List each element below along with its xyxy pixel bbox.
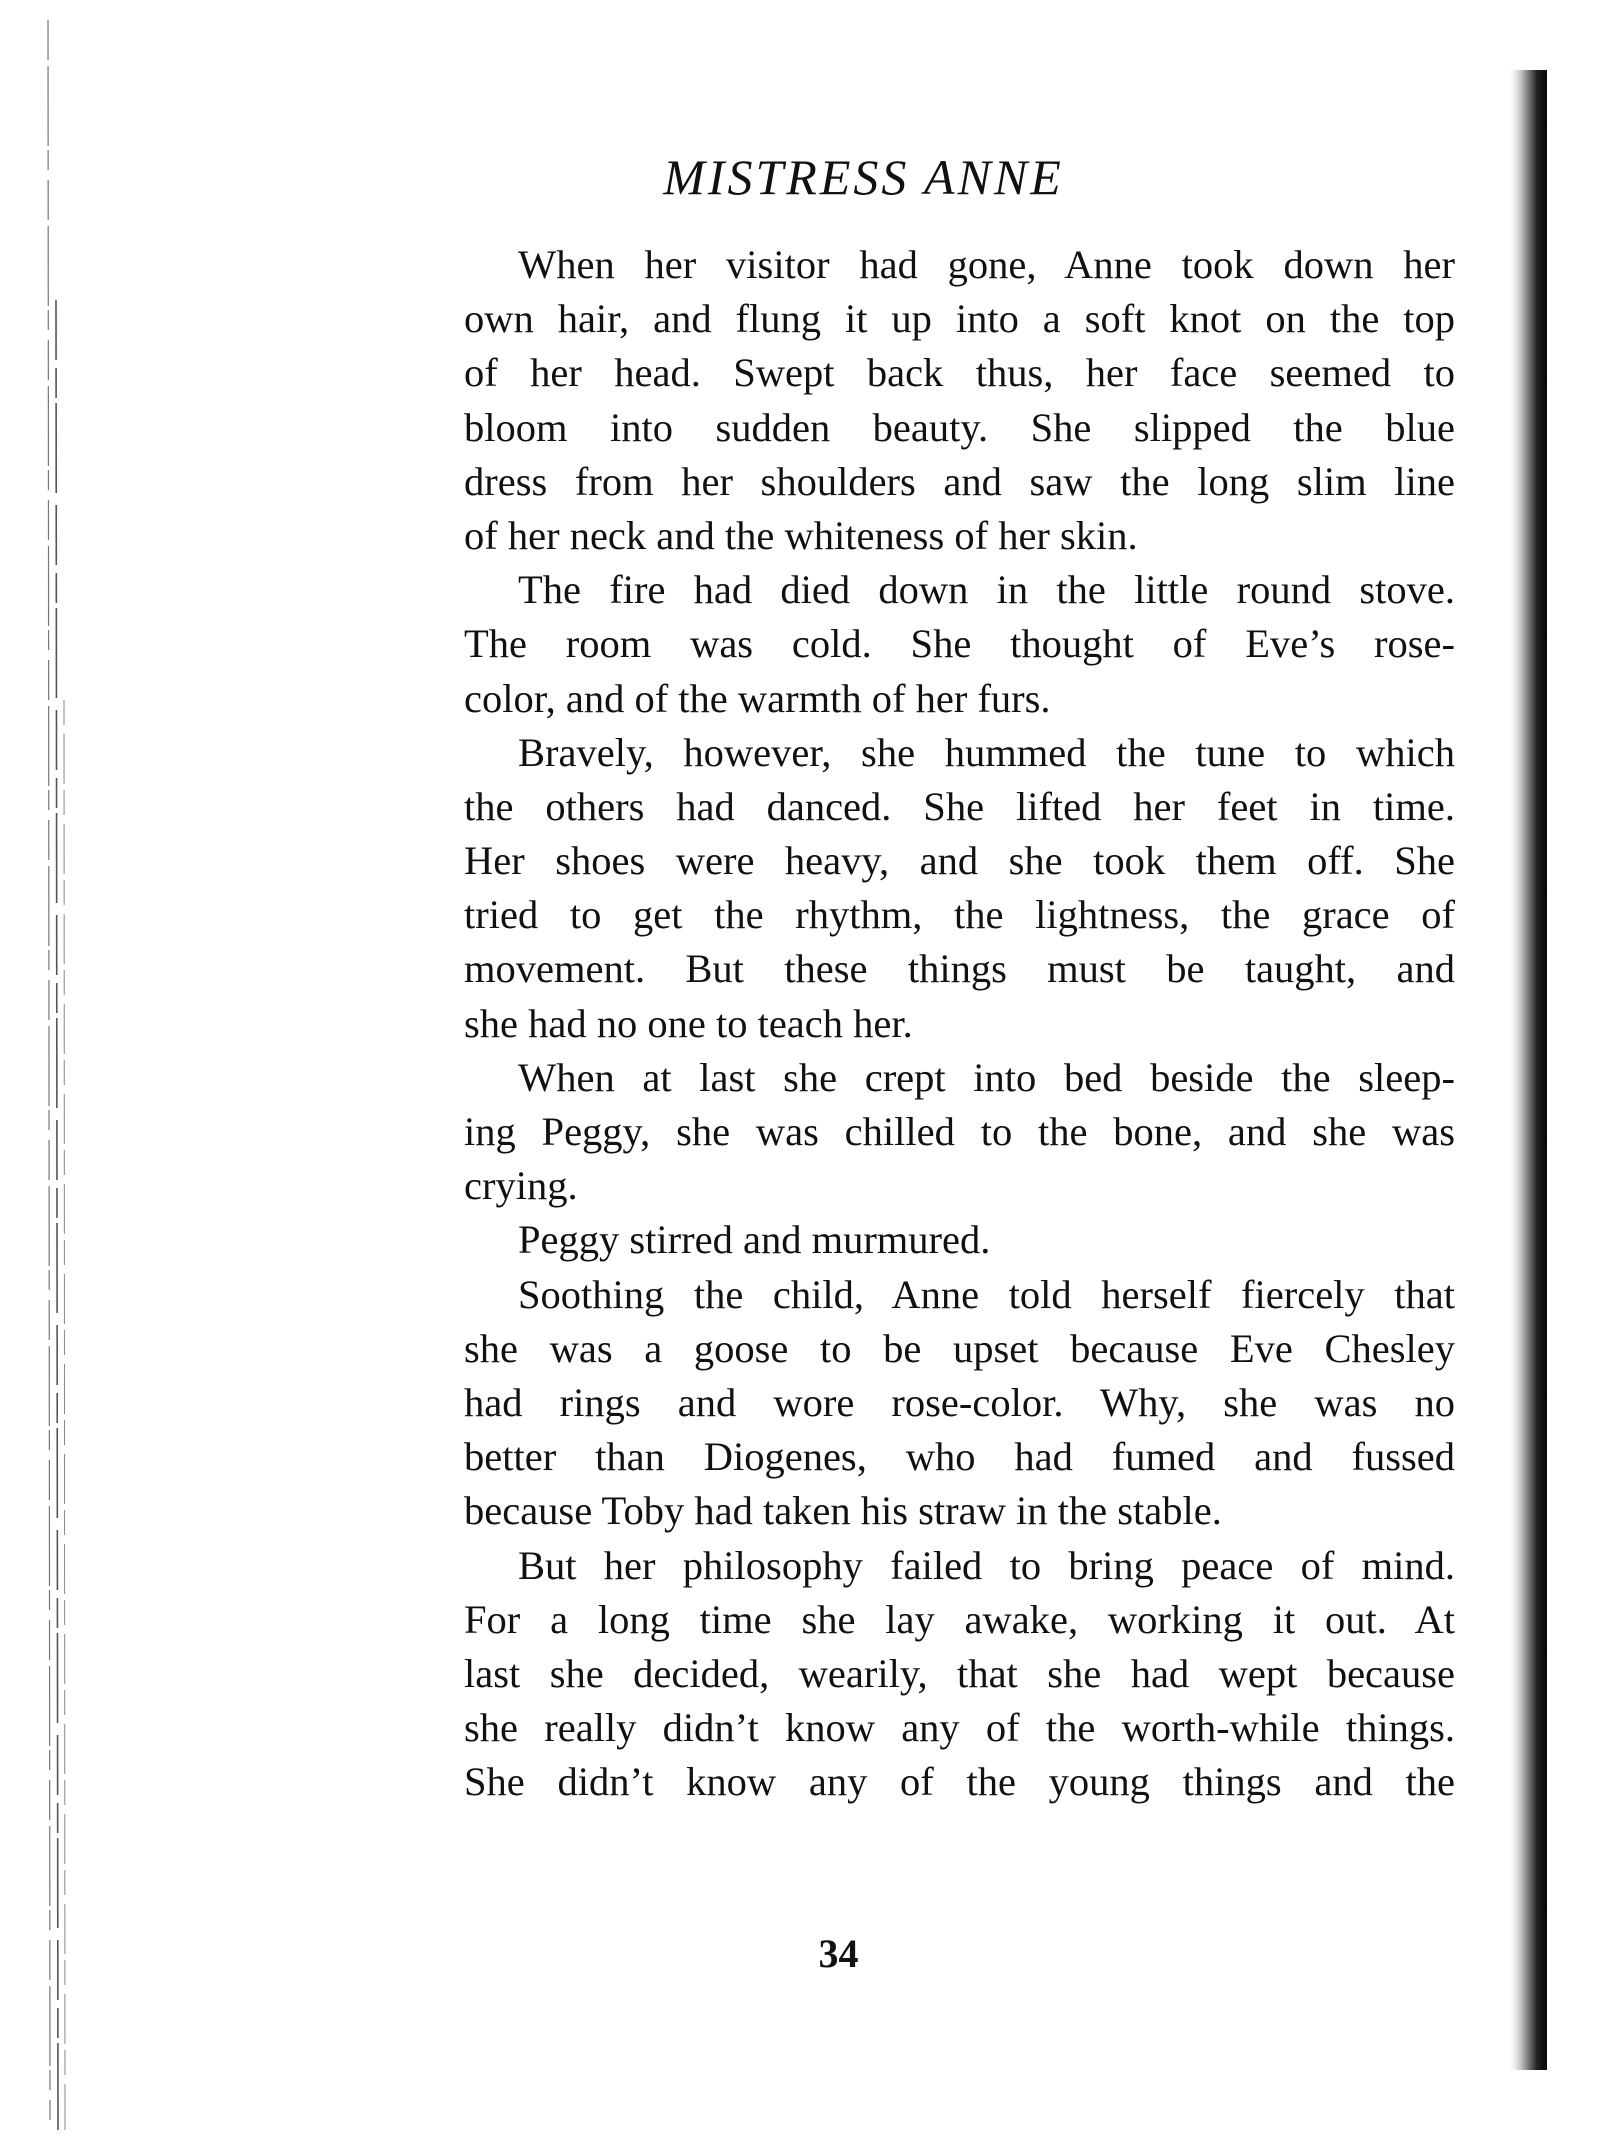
text-line: she really didn’t know any of the worth-while things. <box>464 1705 1455 1751</box>
text-line: The fire had died down in the little round stove. <box>518 567 1455 613</box>
paragraph <box>410 1213 1455 1267</box>
text-line: When at last she crept into bed beside the sleep- <box>518 1054 1455 1100</box>
text-line: she had no one to teach her. <box>464 1000 913 1046</box>
paragraph <box>410 1539 1455 1810</box>
text-line: last she decided, wearily, that she had wept because <box>464 1650 1455 1696</box>
text-line: ing Peggy, she was chilled to the bone, and she was <box>464 1109 1455 1154</box>
page-gutter-edge <box>38 0 78 2144</box>
text-line: better than Diogenes, who had fumed and fussed <box>464 1434 1455 1480</box>
text-line: But her philosophy failed to bring peace of mind. <box>518 1542 1455 1588</box>
text-line: movement. But these things must be taught, and <box>464 946 1455 992</box>
text-line: the others had danced. She lifted her feet in time. <box>464 783 1455 829</box>
paragraph <box>410 563 1455 726</box>
paragraph <box>410 1051 1455 1214</box>
text-line: Soothing the child, Anne told herself fiercely that <box>518 1271 1455 1317</box>
text-line: because Toby had taken his straw in the stable. <box>464 1488 1222 1534</box>
text-line: Bravely, however, she hummed the tune to which <box>518 729 1455 775</box>
paragraph <box>410 1268 1455 1539</box>
text-line: She didn’t know any of the young things and the <box>464 1759 1455 1805</box>
text-line: crying. <box>464 1163 578 1209</box>
text-line: of her head. Swept back thus, her face seemed to <box>464 350 1455 396</box>
text-line: color, and of the warmth of her furs. <box>464 675 1051 721</box>
text-line: own hair, and flung it up into a soft knot on the top <box>464 296 1455 342</box>
page-number: 34 <box>818 1931 859 1976</box>
text-line: Her shoes were heavy, and she took them off. She <box>464 838 1455 884</box>
page-fore-edge-shadow <box>1507 70 1547 2070</box>
text-line: When her visitor had gone, Anne took down her <box>518 242 1455 287</box>
paragraph <box>410 726 1455 1051</box>
text-line: of her neck and the whiteness of her skin. <box>464 512 1138 558</box>
running-head: MISTRESS ANNE <box>663 149 1064 205</box>
text-line: The room was cold. She thought of Eve’s rose- <box>464 621 1455 667</box>
body-text <box>410 238 1455 1809</box>
text-line: had rings and wore rose-color. Why, she was no <box>464 1379 1455 1425</box>
text-line: tried to get the rhythm, the lightness, the grace of <box>464 892 1455 938</box>
text-line: bloom into sudden beauty. She slipped the blue <box>464 404 1455 450</box>
text-line: dress from her shoulders and saw the long slim line <box>464 458 1455 504</box>
text-line: For a long time she lay awake, working it out. At <box>464 1596 1455 1642</box>
text-line: she was a goose to be upset because Eve Chesley <box>464 1325 1455 1371</box>
paragraph <box>410 238 1455 563</box>
text-line: Peggy stirred and murmured. <box>518 1217 991 1263</box>
